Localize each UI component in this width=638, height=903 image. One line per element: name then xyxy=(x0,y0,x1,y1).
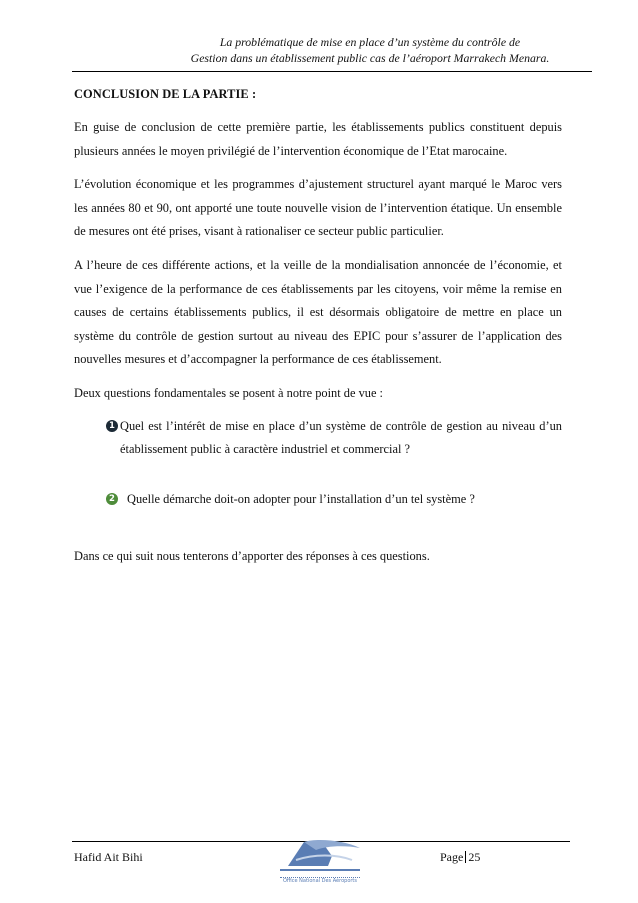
paragraph-4: Deux questions fondamentales se posent à notre point de vue : xyxy=(74,385,384,400)
arabic-name-icon xyxy=(280,869,360,878)
header-line-1: La problématique de mise en place d’un système du contrôle de xyxy=(219,35,521,49)
page-number-value: 25 xyxy=(468,850,481,864)
airport-logo-icon xyxy=(270,836,370,870)
page-number xyxy=(440,850,480,865)
question-list xyxy=(74,415,562,512)
number-two-bullet-icon: 2 xyxy=(106,493,118,505)
question-item-1 xyxy=(109,415,562,462)
page-label: Page xyxy=(440,850,464,864)
paragraph-1: En guise de conclusion de cette première partie, les établissements publics constituent depuis plusieurs années le moyen privilégié de l’intervention économique de l’Etat marocaine. xyxy=(74,120,562,158)
header-divider xyxy=(72,71,592,72)
page-body xyxy=(74,86,562,581)
question-text-2: Quelle démarche doit-on adopter pour l’installation d’un tel système ? xyxy=(127,491,475,506)
footer-author: Hafid Ait Bihi xyxy=(74,850,143,864)
header-line-2: Gestion dans un établissement public cas de l’aéroport Marrakech Menara. xyxy=(190,51,550,65)
question-text-1: Quel est l’intérêt de mise en place d’un système de contrôle de gestion au niveau d’un établissement public à caractère industriel et commercial ? xyxy=(120,418,562,457)
paragraph-2: L’évolution économique et les programmes d’ajustement structurel ayant marqué le Maroc vers les années 80 et 90, ont apporté une toute nouvelle vision de l’intervention étatique. Un ensemble de mesures ont été prises, visant à rationaliser ce secteur public particulier. xyxy=(74,177,562,239)
running-header xyxy=(150,34,590,66)
number-one-bullet-icon: 1 xyxy=(106,420,118,432)
section-heading: CONCLUSION DE LA PARTIE : xyxy=(74,87,257,101)
closing-sentence: Dans ce qui suit nous tenterons d’apporter des réponses à ces questions. xyxy=(74,549,430,564)
logo-caption: Office National Des Aéroports xyxy=(283,878,357,884)
question-item-2 xyxy=(109,488,562,512)
onda-logo xyxy=(270,836,370,886)
paragraph-3: A l’heure de ces différente actions, et la veille de la mondialisation annoncée de l’économie, et vue l’exigence de la performance de ces établissements par les citoyens, voir même la remise en causes de certains établissements publics, il est désormais obligatoire de mettre en place un système du contrôle de gestion surtout au niveau des EPIC pour s’assurer de l’application des nouvelles mesures et d’accompagner la performance de ces établissement. xyxy=(74,257,562,367)
page-separator xyxy=(465,851,466,863)
